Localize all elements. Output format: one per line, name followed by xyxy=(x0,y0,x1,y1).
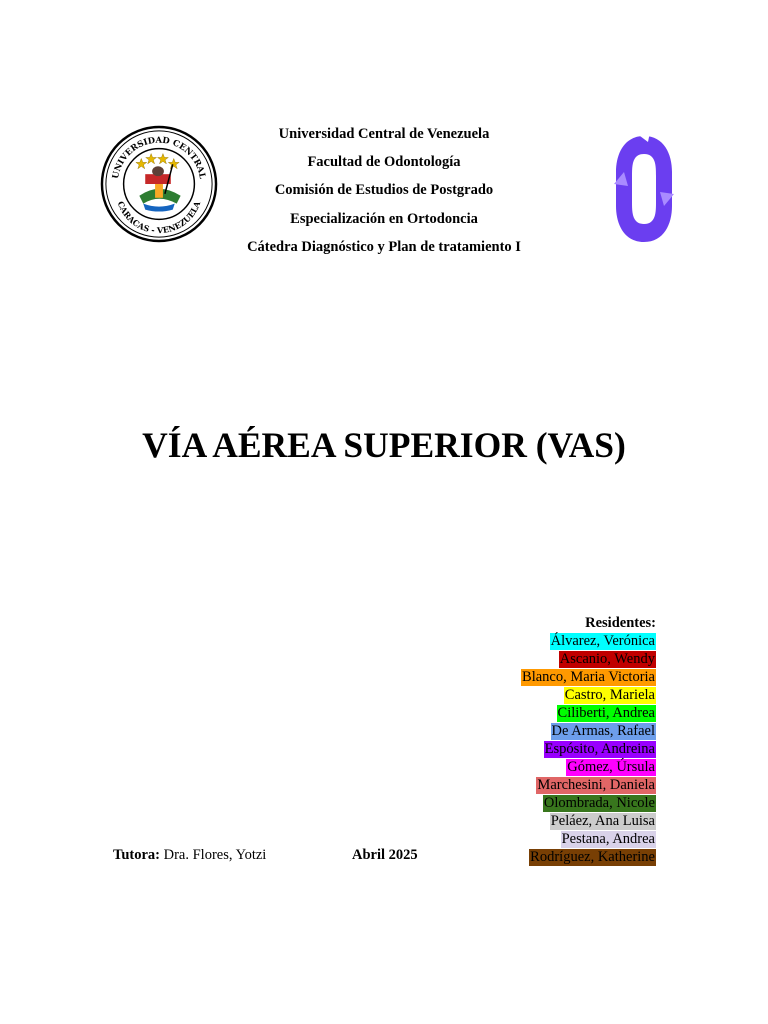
resident-name: Ascanio, Wendy xyxy=(559,651,655,667)
resident-name: Ciliberti, Andrea xyxy=(557,705,655,721)
resident-name: Álvarez, Verónica xyxy=(550,633,655,649)
resident-item xyxy=(521,650,656,668)
faculty-name: Facultad de Odontología xyxy=(307,154,461,171)
svg-text:CARACAS - VENEZUELA: CARACAS - VENEZUELA xyxy=(115,199,203,236)
document-date: Abril 2025 xyxy=(352,847,418,863)
institution-header xyxy=(200,124,568,265)
resident-name: De Armas, Rafael xyxy=(551,723,655,739)
resident-name: Olombrada, Nicole xyxy=(543,795,655,811)
resident-item xyxy=(521,722,656,740)
resident-name: Pestana, Andrea xyxy=(561,831,655,847)
resident-item xyxy=(521,758,656,776)
resident-item xyxy=(521,668,656,686)
course-name: Cátedra Diagnóstico y Plan de tratamiento I xyxy=(247,238,521,255)
resident-item xyxy=(521,776,656,794)
resident-name: Rodríguez, Katherine xyxy=(530,849,655,865)
document-title: VÍA AÉREA SUPERIOR (VAS) xyxy=(142,425,626,465)
resident-name: Peláez, Ana Luisa xyxy=(550,813,655,829)
svg-text:UNIVERSIDAD CENTRAL: UNIVERSIDAD CENTRAL xyxy=(109,134,208,180)
resident-item xyxy=(521,632,656,650)
specialization-name: Especialización en Ortodoncia xyxy=(290,210,478,227)
resident-item xyxy=(521,830,656,848)
resident-item xyxy=(521,848,656,866)
resident-item xyxy=(521,812,656,830)
resident-item xyxy=(521,794,656,812)
resident-name: Gómez, Úrsula xyxy=(567,759,655,775)
university-name: Universidad Central de Venezuela xyxy=(278,126,490,142)
residents-list xyxy=(521,614,656,866)
resident-item xyxy=(521,686,656,704)
ortho-logo-icon xyxy=(610,132,678,246)
resident-name: Marchesini, Daniela xyxy=(537,777,655,793)
resident-item xyxy=(521,740,656,758)
commission-name: Comisión de Estudios de Postgrado xyxy=(274,182,494,199)
resident-item xyxy=(521,704,656,722)
residents-label: Residentes: xyxy=(585,615,656,631)
tutor-line xyxy=(113,846,266,864)
tutor-name: Dra. Flores, Yotzi xyxy=(163,847,267,863)
resident-name: Castro, Mariela xyxy=(564,687,655,703)
tutor-label: Tutora: xyxy=(113,847,160,863)
resident-name: Blanco, Maria Victoria xyxy=(522,669,655,685)
resident-name: Espósito, Andreina xyxy=(544,741,655,757)
